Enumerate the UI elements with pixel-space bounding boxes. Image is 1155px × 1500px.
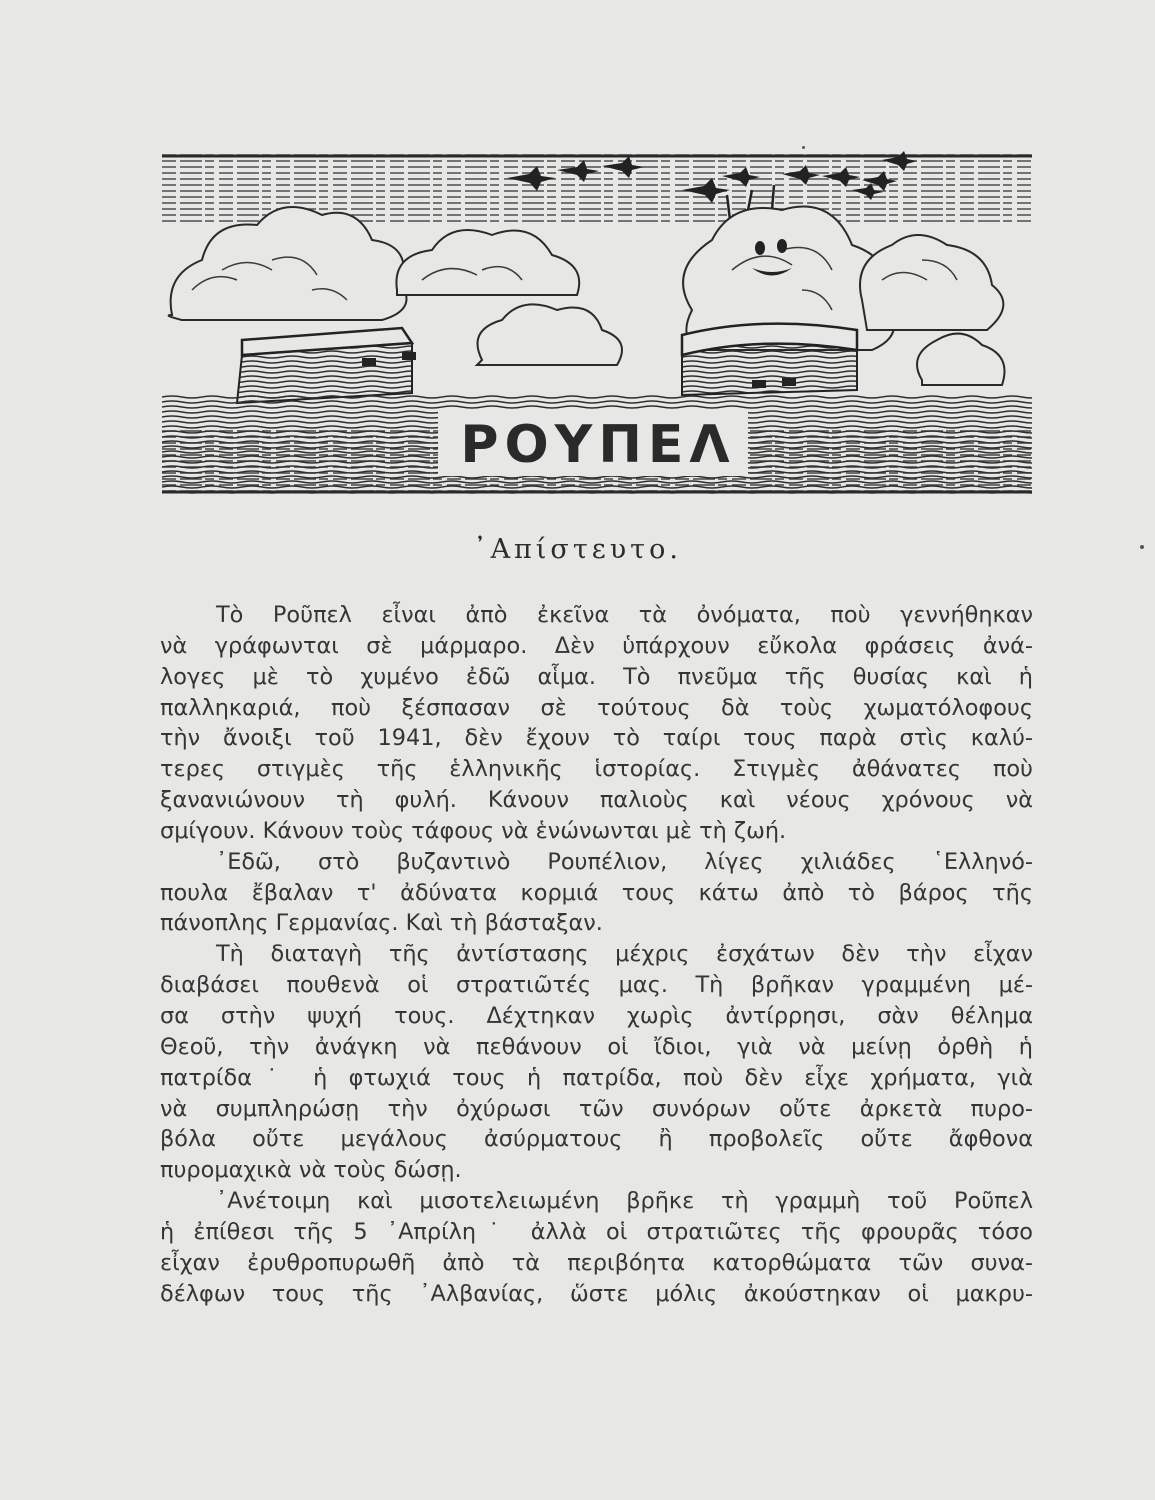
text-line: νὰ γράφωνται σὲ μάρμαρο. Δὲν ὑπάρχουν εὔκολα φράσεις ἀνά- — [160, 632, 1033, 659]
text-line: ἡ ἐπίθεσι τῆς 5 ᾿Απρίλη˙ ἀλλὰ οἱ στρατιῶτες τῆς φρουρᾶς τόσο — [160, 1218, 1033, 1245]
chapter-subtitle: ᾿Απίστευτο. — [473, 534, 682, 565]
text-line: πουλα ἔβαλαν τ' ἀδύνατα κορμιά τους κάτω ἀπὸ τὸ βάρος τῆς — [160, 879, 1033, 906]
text-line: πατρίδα˙ ἡ φτωχιά τους ἡ πατρίδα, ποὺ δὲν εἶχε χρήματα, γιὰ — [160, 1064, 1033, 1091]
text-line: διαβάσει πουθενὰ οἱ στρατιῶτές μας. Τὴ βρῆκαν γραμμένη μέ- — [160, 972, 1033, 999]
page-title: ΡΟΥΠΕΛ — [460, 415, 736, 475]
text-line: Θεοῦ, τὴν ἀνάγκη νὰ πεθάνουν οἱ ἴδιοι, γιὰ νὰ μείνῃ ὀρθὴ ἡ — [160, 1033, 1033, 1060]
text-line: παλληκαριά, ποὺ ξέσπασαν σὲ τούτους δὰ τοὺς χωματόλοφους — [160, 694, 1033, 721]
text-line: δέλφων τους τῆς ᾿Αλβανίας, ὥστε μόλις ἀκούστηκαν οἱ μακρυ- — [160, 1280, 1033, 1307]
text-line: βόλα οὔτε μεγάλους ἀσύρματους ἢ προβολεῖς οὔτε ἄφθονα — [160, 1126, 1033, 1153]
text-line: λογες μὲ τὸ χυμένο ἐδῶ αἷμα. Τὸ πνεῦμα τῆς θυσίας καὶ ἡ — [160, 663, 1033, 690]
text-line: πάνοπλης Γερμανίας. Καὶ τὴ βάσταξαν. — [160, 910, 603, 937]
print-speck — [1140, 545, 1144, 549]
text-line: τερες στιγμὲς τῆς ἑλληνικῆς ἱστορίας. Στιγμὲς ἀθάνατες ποὺ — [160, 756, 1033, 783]
text-line: εἶχαν ἐρυθροπυρωθῆ ἀπὸ τὰ περιβόητα κατορθώματα τῶν συνα- — [160, 1249, 1033, 1276]
text-line: ᾿Ανέτοιμη καὶ μισοτελειωμένη βρῆκε τὴ γραμμὴ τοῦ Ροῦπελ — [216, 1188, 1033, 1215]
text-line: σμίγουν. Κάνουν τοὺς τάφους νὰ ἑνώνωνται μὲ τὴ ζωή. — [160, 817, 787, 844]
text-line: Τὸ Ροῦπελ εἶναι ἀπὸ ἐκεῖνα τὰ ὀνόματα, ποὺ γεννήθηκαν — [216, 602, 1033, 628]
text-line: σα στὴν ψυχή τους. Δέχτηκαν χωρὶς ἀντίρρησι, σὰν θέλημα — [160, 1002, 1033, 1029]
text-line: πυρομαχικὰ νὰ τοὺς δώσῃ. — [160, 1157, 462, 1184]
text-line: ξανανιώνουν τὴ φυλή. Κάνουν παλιοὺς καὶ νέους χρόνους νὰ — [160, 787, 1033, 814]
body-text — [160, 600, 1033, 1309]
text-line: ᾿Εδῶ, στὸ βυζαντινὸ Ρουπέλιον, λίγες χιλιάδες ῾Ελληνό- — [216, 848, 1033, 875]
text-line: Τὴ διαταγὴ τῆς ἀντίστασης μέχρις ἐσχάτων δὲν τὴν εἶχαν — [216, 941, 1033, 968]
text-line: νὰ συμπληρώσῃ τὴν ὀχύρωσι τῶν συνόρων οὔτε ἀρκετὰ πυρο- — [160, 1095, 1033, 1122]
text-line: τὴν ἄνοιξι τοῦ 1941, δὲν ἔχουν τὸ ταίρι τους παρὰ στὶς καλύ- — [160, 725, 1033, 752]
